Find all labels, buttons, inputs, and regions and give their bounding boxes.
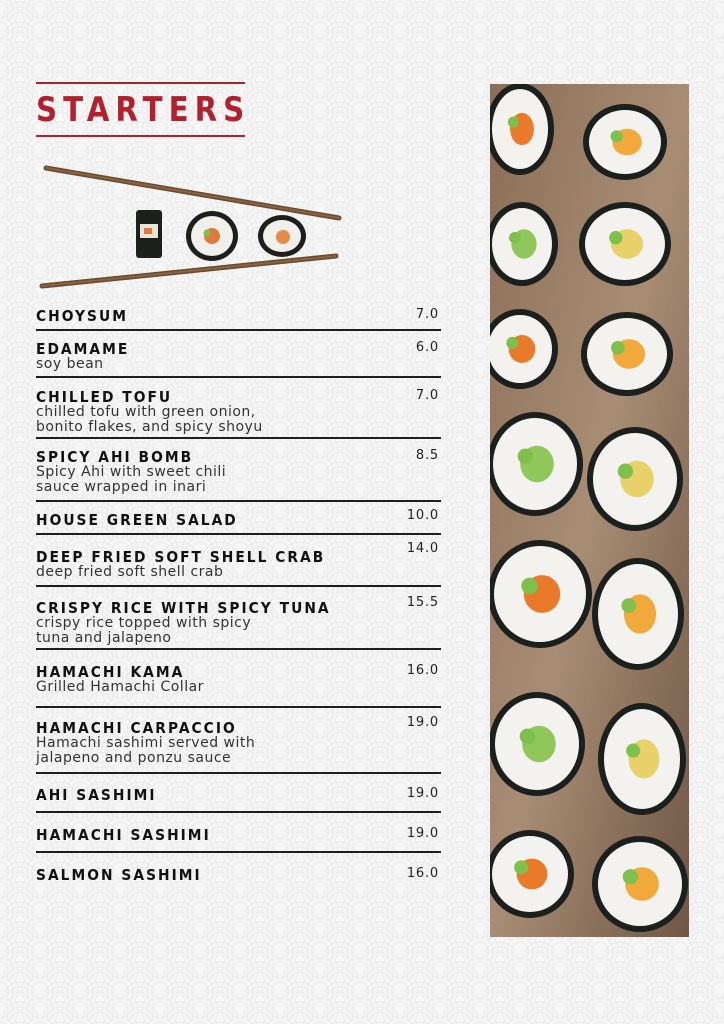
sushi-cucumber-icon: [621, 598, 636, 613]
sushi-cucumber-icon: [626, 744, 640, 758]
menu-item-name: HOUSE GREEN SALAD: [36, 511, 238, 529]
menu-item-name: SPICY AHI BOMB: [36, 448, 194, 466]
menu-item-price: 6.0: [415, 340, 439, 355]
menu-divider: [36, 437, 441, 439]
menu-divider: [36, 811, 441, 813]
sushi-piece-icon: [258, 215, 306, 257]
sushi-rolls-photo: [490, 84, 689, 937]
menu-divider: [36, 376, 441, 378]
menu-item-price: 15.5: [406, 595, 439, 610]
sushi-cucumber-icon: [520, 729, 535, 744]
menu-item-price: 19.0: [406, 715, 439, 730]
menu-item-price: 10.0: [406, 508, 439, 523]
sushi-piece-icon: [136, 210, 162, 258]
title-bottom-rule: [36, 135, 245, 137]
sushi-cucumber-icon: [623, 869, 638, 884]
sushi-cucumber-icon: [506, 337, 518, 349]
menu-item-name: HAMACHI SASHIMI: [36, 826, 211, 844]
menu-item-name: HAMACHI KAMA: [36, 663, 185, 681]
sushi-cucumber-icon: [514, 860, 528, 874]
menu-item-description: deep fried soft shell crab: [36, 564, 224, 580]
menu-item-price: 7.0: [415, 388, 439, 403]
menu-item-description: Grilled Hamachi Collar: [36, 679, 204, 695]
menu-divider: [36, 851, 441, 853]
menu-item-name: EDAMAME: [36, 340, 130, 358]
sushi-piece-icon: [186, 211, 238, 261]
menu-item-description: soy bean: [36, 356, 104, 372]
sushi-cucumber-icon: [509, 232, 521, 244]
menu-item-price: 19.0: [406, 826, 439, 841]
sushi-cucumber-icon: [609, 231, 622, 244]
menu-divider: [36, 500, 441, 502]
sushi-cucumber-icon: [521, 578, 538, 595]
menu-item-price: 16.0: [406, 866, 439, 881]
menu-divider: [36, 533, 441, 535]
menu-divider: [36, 329, 441, 331]
menu-item-name: SALMON SASHIMI: [36, 866, 202, 884]
menu-divider: [36, 706, 441, 708]
menu-item-price: 7.0: [415, 307, 439, 322]
menu-item-name: CHOYSUM: [36, 307, 128, 325]
menu-divider: [36, 772, 441, 774]
sushi-cucumber-icon: [518, 449, 533, 464]
menu-item-description: chilled tofu with green onion, bonito flakes, and spicy shoyu: [36, 404, 263, 435]
menu-item-name: CHILLED TOFU: [36, 388, 173, 406]
menu-item-price: 8.5: [415, 448, 439, 463]
menu-item-name: CRISPY RICE WITH SPICY TUNA: [36, 599, 331, 617]
menu-item-name: HAMACHI CARPACCIO: [36, 719, 237, 737]
sushi-cucumber-icon: [618, 464, 633, 479]
sushi-cucumber-icon: [611, 341, 624, 354]
menu-item-price: 14.0: [406, 541, 439, 556]
sushi-cucumber-icon: [508, 117, 519, 128]
menu-item-description: Hamachi sashimi served with jalapeno and ponzu sauce: [36, 735, 256, 766]
menu-item-description: crispy rice topped with spicy tuna and jalapeno: [36, 615, 252, 646]
menu-divider: [36, 585, 441, 587]
menu-item-name: AHI SASHIMI: [36, 786, 157, 804]
menu-item-price: 19.0: [406, 786, 439, 801]
sushi-cucumber-icon: [611, 130, 623, 142]
page-title: STARTERS: [36, 90, 251, 130]
menu-item-description: Spicy Ahi with sweet chili sauce wrapped in inari: [36, 464, 227, 495]
menu-item-name: DEEP FRIED SOFT SHELL CRAB: [36, 548, 326, 566]
menu-divider: [36, 648, 441, 650]
menu-item-price: 16.0: [406, 663, 439, 678]
title-top-rule: [36, 82, 245, 84]
chopsticks-sushi-illustration: [36, 158, 346, 296]
